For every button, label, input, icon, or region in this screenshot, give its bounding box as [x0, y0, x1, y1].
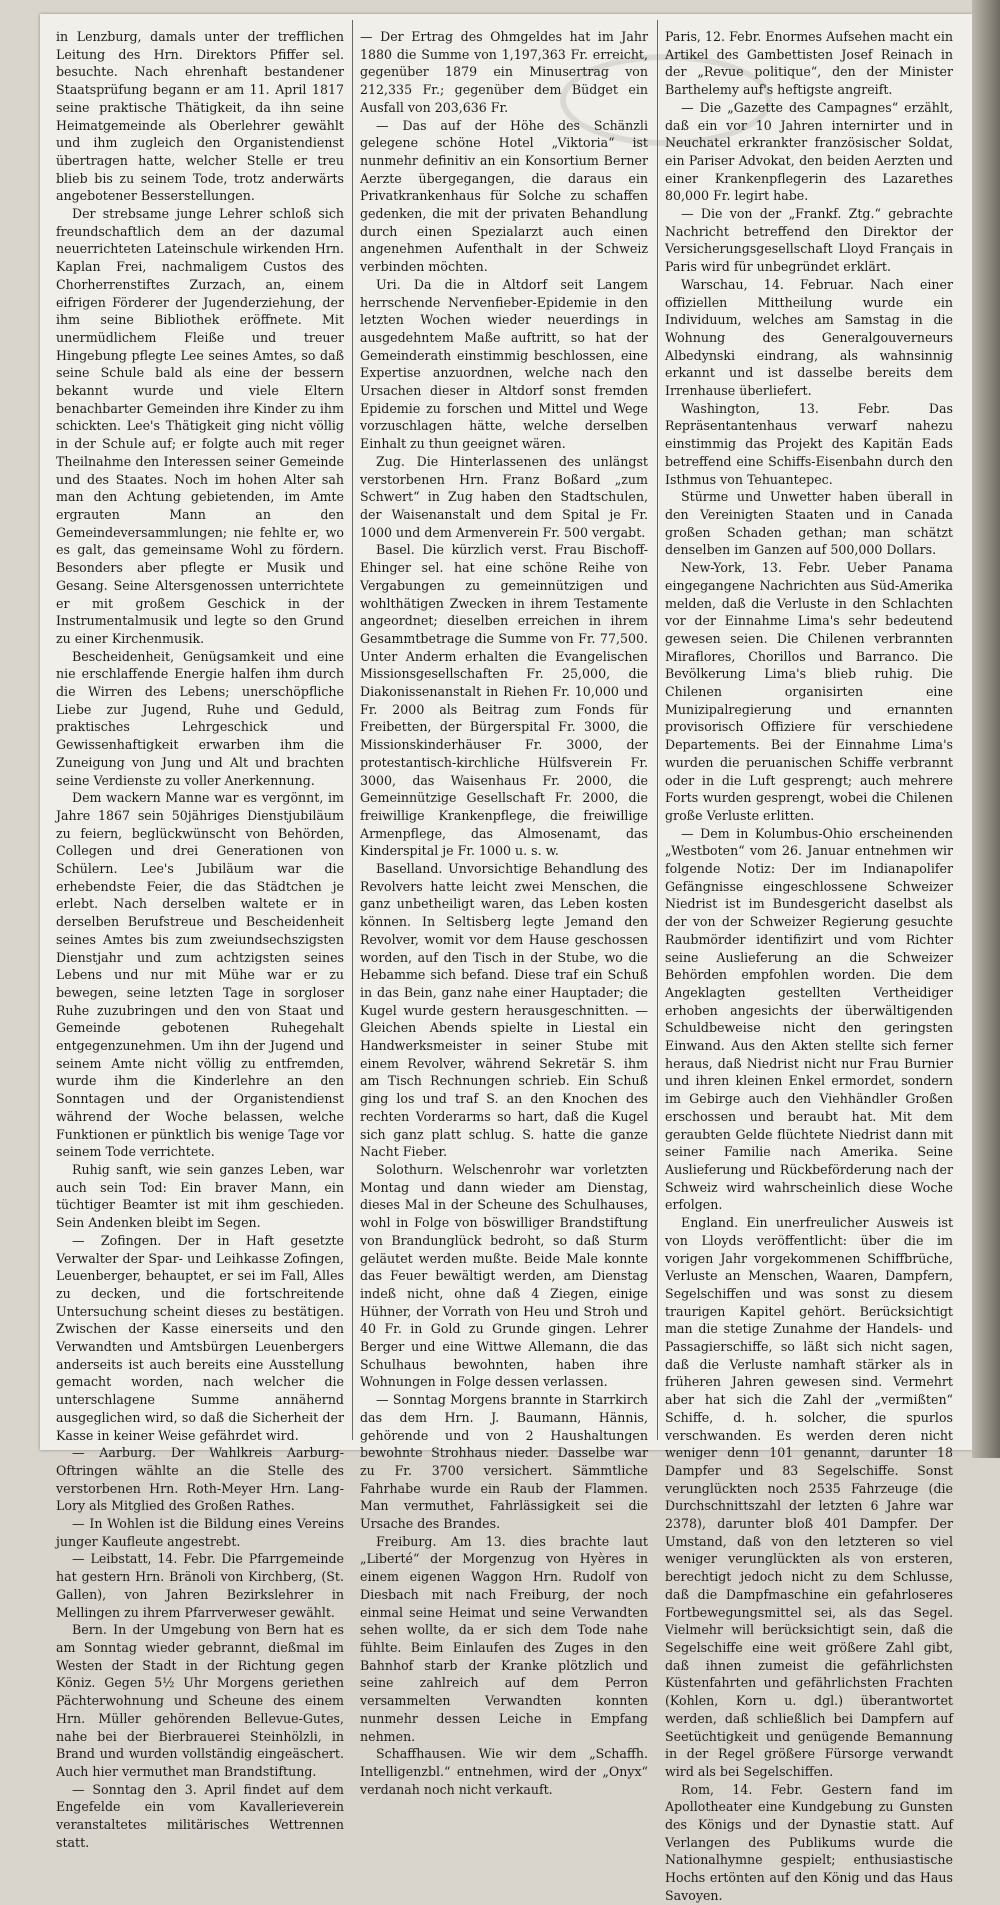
news-item-schaffhausen: Schaffhausen. Wie wir dem „Schaffh. Intelligenzbl.“ entnehmen, wird der „Onyx“ verdanah noch nicht verkauft. [360, 1746, 648, 1797]
column-rule-1 [352, 20, 353, 1440]
news-item-washington: Washington, 13. Febr. Das Repräsentantenhaus verwarf nahezu einstimmig das Projekt des Kapitän Eads betreffend eine Schiffs-Eisenbahn durch den Isthmus von Tehuantepec. [665, 400, 953, 487]
news-item-new-york: New-York, 13. Febr. Ueber Panama eingegangene Nachrichten aus Süd-Amerika melden, daß die Verluste in den Schlachten vor der Einnahme Lima's sehr bedeutend gewesen seien. Die Chilenen verbrannten Miraflores, Chorillos und Barranco. Die Bevölkerung Lima's blieb ruhig. Die Chilenen organisirten eine Munizipalregierung und ernannten provisorisch Offiziere für verschiedene Departements. Bei der Einnahme Lima's wurden die peruanischen Schiffe verbrannt oder in die Luft gesprengt; auch mehrere Forts wurden gesprengt, wobei die Chilenen große Verluste erlitten. [665, 560, 953, 823]
news-item-baselland: Baselland. Unvorsichtige Behandlung des Revolvers hatte leicht zwei Menschen, die ganz unbetheiligt waren, das Leben kosten können. In Seltisberg legte Jemand den Revolver, womit vor dem Hause geschossen worden, auf den Tisch in der Stube, wo die Hebamme sich befand. Diese traf ein Schuß in das Bein, ganz nahe einer Hauptader; die Kugel wurde gestern herausgeschnitten. — Gleichen Abends spielte in Liestal ein Handwerksmeister in seiner Stube mit einem Revolver, während Sekretär S. ihm am Tisch Rechnungen schrieb. Ein Schuß ging los und traf S. an den Knochen des rechten Vorderarms so hart, daß die Kugel sich ganz platt schlug. S. hatte die ganze Nacht Fieber. [360, 861, 648, 1160]
news-item-warschau: Warschau, 14. Februar. Nach einer offiziellen Mittheilung wurde ein Individuum, welches am Samstag in die Wohnung des Generalgouverneurs Albedynski eindrang, als wahnsinnig erkannt und ist dasselbe bereits dem Irrenhause überliefert. [665, 276, 953, 399]
news-item-england: England. Ein unerfreulicher Ausweis ist von Lloyds veröffentlicht: über die im vorigen Jahr vorgekommenen Schiffbrüche, Verluste an Menschen, Waaren, Dampfern, Segelschiffen und was sonst zu diesem traurigen Kapitel gehört. Berücksichtigt man die stetige Zunahme der Handels- und Passagierschiffe, so läßt sich nicht sagen, daß die Verluste namhaft stärker als in früheren Jahren gewesen sind. Vermehrt aber hat sich die Zahl der „vermißten“ Schiffe, d. h. solcher, die spurlos verschwanden. Es werden deren nicht weniger denn 101 genannt, darunter 18 Dampfer und 83 Segelschiffe. Sonst verunglückten noch 2535 Fahrzeuge (die Durchschnittszahl der letzten 6 Jahre war 2378), darunter bloß 401 Dampfer. Der Umstand, daß von den letzteren so viel weniger verunglückten als von ersteren, berechtigt jedoch nicht zu dem Schlusse, daß die Dampfmaschine ein gefahrloseres Fortbewegungsmittel sei, als das Segel. Vielmehr will berücksichtigt sein, daß die Segelschiffe eine weit größere Zahl gibt, daß ihnen zumeist die gefährlichsten Küstenfahrten und gefährlichsten Frachten (Kohlen, Korn u. dgl.) überantwortet werden, daß schließlich bei Dampfern auf Seetüchtigkeit und genügende Bemannung in der Regel größere Fürsorge verwandt wird als bei Segelschiffen. [665, 1215, 953, 1779]
news-item-lloyd-francais: — Die von der „Frankf. Ztg.“ gebrachte Nachricht betreffend den Direktor der Versicherungsgesellschaft Lloyd Français in Paris wird für unbegründet erklärt. [665, 206, 953, 275]
news-item-solothurn: Solothurn. Welschenrohr war vorletzten Montag und dann wieder am Dienstag, dieses Mal in der Scheune des Schulhauses, wohl in Folge von böswilliger Brandstiftung von Brandunglück bedroht, so daß Sturm geläutet werden mußte. Beide Male konnte das Feuer bewältigt werden, am Dienstag indeß nicht, ohne daß 4 Ziegen, einige Hühner, der Vorrath von Heu und Stroh und 40 Fr. in Gold zu Grunde gingen. Lehrer Berger und eine Wittwe Allemann, die das Schulhaus bewohnten, haben ihre Wohnungen in Folge dessen verlassen. [360, 1162, 648, 1390]
news-item-schaenzli: — Das auf der Höhe des Schänzli gelegene schöne Hotel „Viktoria“ ist nunmehr definitiv an ein Konsortium Berner Aerzte übergegangen, die daraus ein Privatkrankenhaus für Solche zu schaffen gedenken, die mit der privaten Behandlung durch einen Spezialarzt auch einen angenehmen Aufenthalt in der Schweiz verbinden möchten. [360, 117, 648, 275]
column-left [56, 28, 344, 1851]
article-paragraph: in Lenzburg, damals unter der trefflichen Leitung des Hrn. Direktors Pfiffer sel. besuchte. Nach ehrenhaft bestandener Staatsprüfung begann er am 11. April 1817 seine praktische Thätigkeit, da ihn seine Heimatgemeinde als Oberlehrer gewählt und ihm zugleich den Organistendienst übertragen hatte, welcher Stelle er treu blieb bis zu seinem Tode, trotz anderwärts angebotener Besserstellungen. [56, 29, 344, 204]
news-item-kolumbus: — Dem in Kolumbus-Ohio erscheinenden „Westboten“ vom 26. Januar entnehmen wir folgende Notiz: Der im Indianapolifer Gefängnisse eingeschlossene Schweizer Niedrist ist im Bundesgericht daselbst als der von der Schweizer Regierung gesuchte Raubmörder identifizirt und vom Richter seine Auslieferung an die Schweizer Behörden empfohlen worden. Die dem Angeklagten gestellten Vertheidiger erhoben angesichts der überwältigenden Schuldbeweise nicht den geringsten Einwand. Aus den Akten stellte sich ferner heraus, daß Niedrist nicht nur Frau Burnier und ihren kleinen Enkel ermordet, sondern im Gebirge auch den Viehhändler Großen erschossen und beraubt hat. Mit dem geraubten Gelde flüchtete Niedrist dann mit seiner Familie nach Amerika. Seine Auslieferung und Rückbeförderung nach der Schweiz wird wahrscheinlich diese Woche erfolgen. [665, 825, 953, 1213]
news-item-ohmgeld: — Der Ertrag des Ohmgeldes hat im Jahr 1880 die Summe von 1,197,363 Fr. erreicht, gegenüber 1879 ein Minusertrag von 212,335 Fr.; gegenüber dem Büdget ein Ausfall von 203,636 Fr. [360, 29, 648, 115]
news-item-uri: Uri. Da die in Altdorf seit Langem herrschende Nervenfieber-Epidemie in den letzten Wochen wieder neuerdings in ausgedehntem Maße auftritt, so hat der Gemeinderath einstimmig beschlossen, eine Expertise anzuordnen, welche nach den Ursachen dieser in Altdorf sonst fremden Epidemie zu forschen und Mittel und Wege vorzuschlagen hätte, welche derselben Einhalt zu thun geeignet wären. [360, 276, 648, 452]
column-middle [360, 28, 648, 1798]
news-item-bern-wettrennen: — Sonntag den 3. April findet auf dem Engefelde ein vom Kavallerieverein veranstaltetes militärisches Wettrennen statt. [56, 1781, 344, 1850]
article-paragraph: Dem wackern Manne war es vergönnt, im Jahre 1867 sein 50jähriges Dienstjubiläum zu feiern, beglückwünscht von Behörden, Collegen und drei Generationen von Schülern. Lee's Jubiläum war die erhebendste Feier, die das Städtchen je erlebt. Nach derselben waltete er in derselben Berufstreue und Bescheidenheit seines Amtes bis zum zweiundsechszigsten Dienstjahr und zum achtzigsten seines Lebens und nur mit Mühe war er zu bewegen, seine letzten Tage in sorgloser Ruhe zuzubringen und den von Staat und Gemeinde gebotenen Ruhegehalt entgegenzunehmen. Um ihn der Jugend und seinem Amte nicht völlig zu entfremden, wurde ihm die Kinderlehre an den Sonntagen und der Organistendienst während der Woche belassen, welche Funktionen er pünktlich bis wenige Tage vor seinem Tode verrichtete. [56, 790, 344, 1160]
article-paragraph: Der strebsame junge Lehrer schloß sich freundschaftlich dem an der dazumal neuerrichteten Lateinschule wirkenden Hrn. Kaplan Frei, nachmaligem Custos des Chorherrenstiftes Zurzach, an, einem eifrigen Förderer der Jugenderziehung, der ihm seine Bibliothek eröffnete. Mit unermüdlichem Fleiße und treuer Hingebung pflegte Lee seines Amtes, so daß seine Schule bald als eine der bessern bekannt wurde und viele Eltern benachbarter Gemeinden ihre Kinder zu ihm schickten. Lee's Thätigkeit ging nicht völlig in der Schule auf; er folgte auch mit reger Theilnahme den Interessen seiner Gemeinde und des Staates. Noch im hohen Alter sah man den Achtung gebietenden, im Amte ergrauten Mann an den Gemeindeversammlungen; nie fehlte er, wo es galt, das gemeinsame Wohl zu fördern. Besonders aber pflegte er Musik und Gesang. Seine Altersgenossen unterrichtete er mit großem Geschick in der Instrumentalmusik und legte so den Grund zu einer Kirchenmusik. [56, 206, 344, 646]
news-item-freiburg: Freiburg. Am 13. dies brachte laut „Liberté“ der Morgenzug von Hyères in einem eigenen Waggon Hrn. Rudolf von Diesbach mit nach Freiburg, der noch einmal seine Heimat und seine Verwandten sehen wollte, da er sich dem Tode nahe fühlte. Beim Einlaufen des Zuges in den Bahnhof starb der Kranke plötzlich und seine zahlreich auf dem Perron versammelten Verwandten konnten nunmehr dessen Leiche in Empfang nehmen. [360, 1533, 648, 1744]
news-item-leibstatt: — Leibstatt, 14. Febr. Die Pfarrgemeinde hat gestern Hrn. Bränoli von Kirchberg, (St. Gallen), von Jahren Bezirkslehrer in Mellingen zu ihrem Pfarrverweser gewählt. [56, 1551, 344, 1620]
article-paragraph: Bescheidenheit, Genügsamkeit und eine nie erschlaffende Energie halfen ihm durch die Wirren des Lebens; unerschöpfliche Liebe zur Jugend, Ruhe und Geduld, praktisches Lehrgeschick und Gewissenhaftigkeit erwarben ihm die Zuneigung von Jung und Alt und brachten seine Verdienste zu voller Anerkennung. [56, 648, 344, 788]
newspaper-page [40, 14, 972, 1903]
scan-edge-shadow [972, 0, 1000, 1458]
news-item-gazette: — Die „Gazette des Campagnes“ erzählt, daß ein vor 10 Jahren internirter und in Neuchatel erkrankter französischer Soldat, ein Pariser Advokat, den beiden Aerzten und einer Krankenpflegerin des Lazarethes 80,000 Fr. legirt habe. [665, 99, 953, 204]
news-item-wohlen: — In Wohlen ist die Bildung eines Vereins junger Kaufleute angestrebt. [56, 1516, 344, 1549]
column-rule-2 [657, 20, 658, 1440]
news-item-rom: Rom, 14. Febr. Gestern fand im Apollotheater eine Kundgebung zu Gunsten des Königs und der Dynastie statt. Auf Verlangen des Publikums wurde die Nationalhymne gespielt; enthusiastische Hochs ertönten auf den König und das Haus Savoyen. [665, 1781, 953, 1903]
news-item-aarburg: — Aarburg. Der Wahlkreis Aarburg-Oftringen wählte an die Stelle des verstorbenen Hrn. Roth-Meyer Hrn. Lang-Lory als Mitglied des Großen Rathes. [56, 1445, 344, 1514]
news-item-paris: Paris, 12. Febr. Enormes Aufsehen macht ein Artikel des Gambettisten Josef Reinach in der „Revue politique“, den der Minister Barthelemy auf's heftigste angreift. [665, 29, 953, 98]
news-item-basel: Basel. Die kürzlich verst. Frau Bischoff-Ehinger sel. hat eine schöne Reihe von Vergabungen zu gemeinnützigen und wohlthätigen Zwecken in ihrem Testamente angeordnet; dieselben erreichen in ihrem Gesammtbetrage die Summe von Fr. 77,500. Unter Anderm erhalten die Evangelischen Missionsgesellschaften Fr. 25,000, die Diakonissenanstalt in Riehen Fr. 10,000 und Fr. 2000 als Beitrag zum Fonds für Freibetten, der Bürgerspital Fr. 3000, die Missionskinderhäuser Fr. 3000, der protestantisch-kirchliche Hülfsverein Fr. 3000, das Waisenhaus Fr. 2000, die Gemeinnützige Gesellschaft Fr. 2000, die freiwillige Krankenpflege, die freiwillige Armenpflege, das Almosenamt, das Kinderspital je Fr. 1000 u. s. w. [360, 542, 648, 859]
news-item-bern: Bern. In der Umgebung von Bern hat es am Sonntag wieder gebrannt, dießmal im Westen der Stadt in der Richtung gegen Köniz. Gegen 5½ Uhr Morgens geriethen Pächterwohnung und Scheune des einem Hrn. Müller gehörenden Bellevue-Gutes, nahe bei der Bierbrauerei Steinhölzli, in Brand und wurden vollständig eingeäschert. Auch hier vermuthet man Brandstiftung. [56, 1622, 344, 1779]
article-paragraph: Ruhig sanft, wie sein ganzes Leben, war auch sein Tod: Ein braver Mann, ein tüchtiger Beamter ist mit ihm geschieden. Sein Andenken bleibt im Segen. [56, 1162, 344, 1231]
news-item-stuerme: Stürme und Unwetter haben überall in den Vereinigten Staaten und in Canada großen Schaden gethan; man schätzt denselben im Ganzen auf 500,000 Dollars. [665, 489, 953, 558]
news-item-starrkirch: — Sonntag Morgens brannte in Starrkirch das dem Hrn. J. Baumann, Hännis, gehörende und von 2 Haushaltungen bewohnte Strohhaus nieder. Dasselbe war zu Fr. 3700 versichert. Sämmtliche Fahrhabe wurde ein Raub der Flammen. Man vermuthet, Fahrlässigkeit sei die Ursache des Brandes. [360, 1392, 648, 1532]
column-right [665, 28, 953, 1905]
news-item-zug: Zug. Die Hinterlassenen des unlängst verstorbenen Hrn. Franz Boßard „zum Schwert“ in Zug haben den Stadtschulen, der Waisenanstalt und dem Spital je Fr. 1000 und dem Armenverein Fr. 500 vergabt. [360, 453, 648, 540]
news-item-zofingen: — Zofingen. Der in Haft gesetzte Verwalter der Spar- und Leihkasse Zofingen, Leuenberger, behauptet, er sei im Fall, Alles zu decken, und die fortschreitende Untersuchung scheint dieses zu bestätigen. Zwischen der Kasse einerseits und den Verwandten und Amtsbürgen Leuenbergers anderseits ist auch bereits eine Ausstellung gemacht worden, nach welcher die unterschlagene Summe annähernd ausgeglichen wird, so daß die Sicherheit der Kasse in keiner Weise gefährdet wird. [56, 1232, 344, 1443]
